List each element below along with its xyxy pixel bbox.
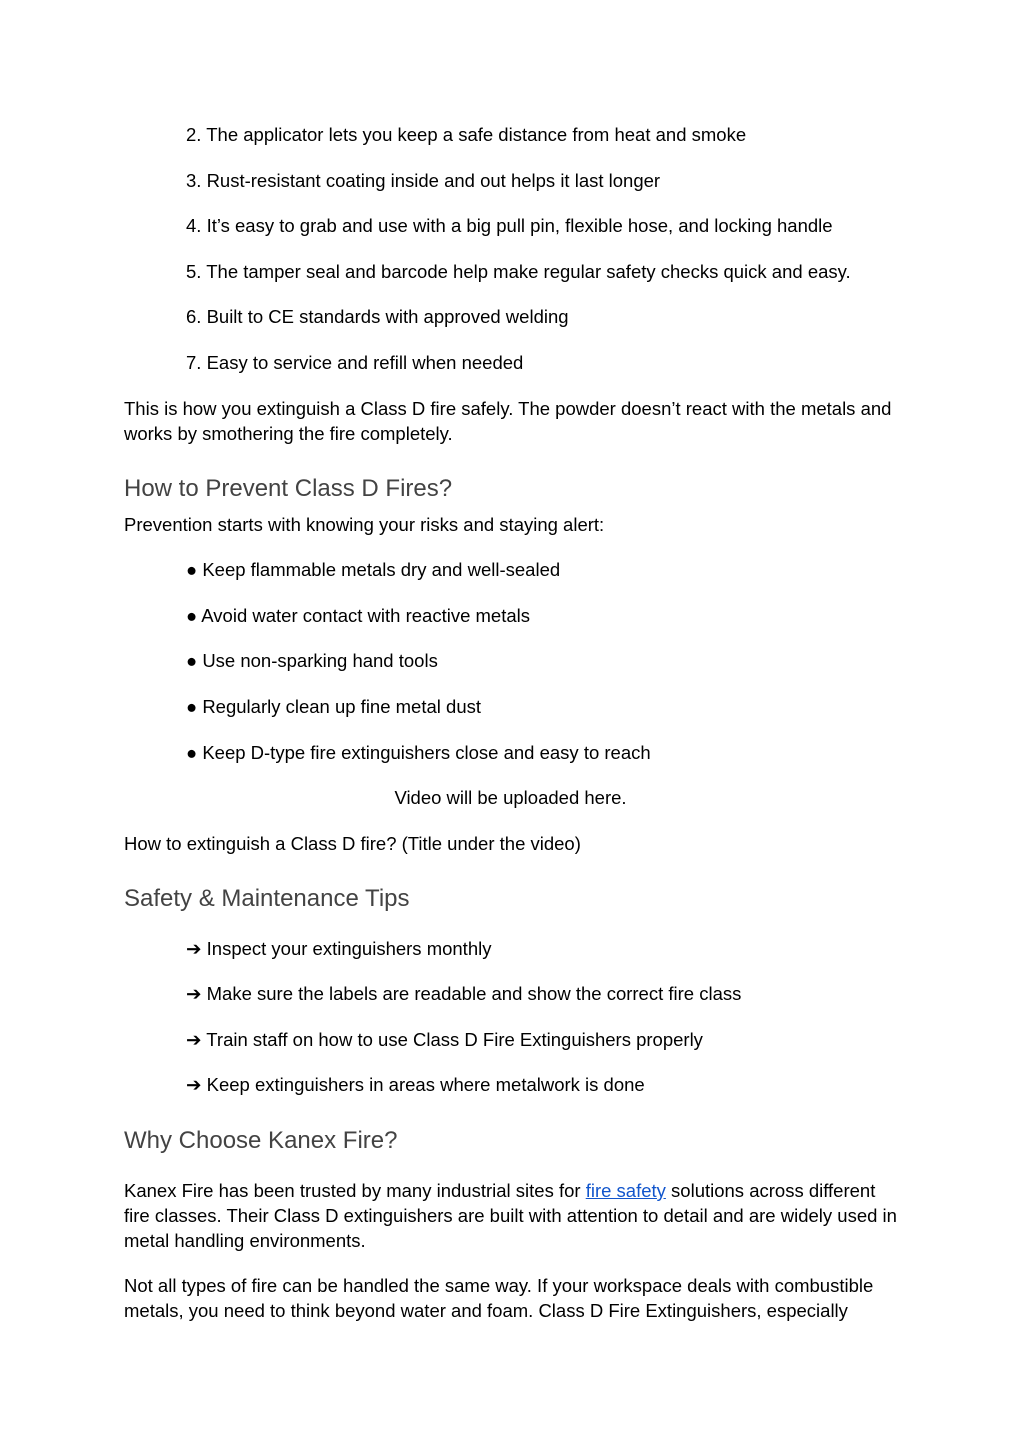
fire-safety-link[interactable]: fire safety [585, 1180, 666, 1201]
bullet-item: ● Avoid water contact with reactive metals [186, 605, 530, 626]
tip-item: ➔ Keep extinguishers in areas where metalwork is done [186, 1074, 645, 1095]
section-heading-safety: Safety & Maintenance Tips [124, 885, 410, 912]
prevent-intro: Prevention starts with knowing your risks and staying alert: [124, 514, 605, 535]
video-title: How to extinguish a Class D fire? (Title under the video) [124, 833, 581, 854]
section-heading-prevent: How to Prevent Class D Fires? [124, 475, 453, 502]
why-text-before: Kanex Fire has been trusted by many industrial sites for [124, 1180, 586, 1201]
why-paragraph-1 [124, 1178, 904, 1253]
section-heading-why: Why Choose Kanex Fire? [124, 1127, 398, 1154]
bullet-item: ● Use non-sparking hand tools [186, 650, 438, 671]
bullet-item: ● Keep flammable metals dry and well-sealed [186, 559, 561, 580]
tip-item: ➔ Inspect your extinguishers monthly [186, 938, 492, 959]
bullet-item: ● Keep D-type fire extinguishers close and easy to reach [186, 742, 651, 763]
list-item: 3. Rust-resistant coating inside and out helps it last longer [186, 170, 661, 191]
list-item: 7. Easy to service and refill when needed [186, 352, 524, 373]
list-item: 5. The tamper seal and barcode help make regular safety checks quick and easy. [186, 261, 851, 282]
video-placeholder: Video will be uploaded here. [394, 787, 627, 808]
tip-item: ➔ Train staff on how to use Class D Fire Extinguishers properly [186, 1029, 703, 1050]
why-paragraph-2: Not all types of fire can be handled the same way. If your workspace deals with combustible metals, you need to think beyond water and foam. Class D Fire Extinguishers, especially [124, 1275, 874, 1321]
extinguish-paragraph: This is how you extinguish a Class D fire safely. The powder doesn’t react with the metals and works by smothering the fire completely. [124, 398, 892, 444]
list-item: 2. The applicator lets you keep a safe distance from heat and smoke [186, 124, 747, 145]
list-item: 6. Built to CE standards with approved welding [186, 306, 569, 327]
list-item: 4. It’s easy to grab and use with a big pull pin, flexible hose, and locking handle [186, 215, 833, 236]
why-text-after: solutions across different fire classes. Their Class D extinguishers are built with attention to detail and are widely used in metal handling environments. [124, 1180, 897, 1251]
tip-item: ➔ Make sure the labels are readable and show the correct fire class [186, 983, 742, 1004]
bullet-item: ● Regularly clean up fine metal dust [186, 696, 481, 717]
